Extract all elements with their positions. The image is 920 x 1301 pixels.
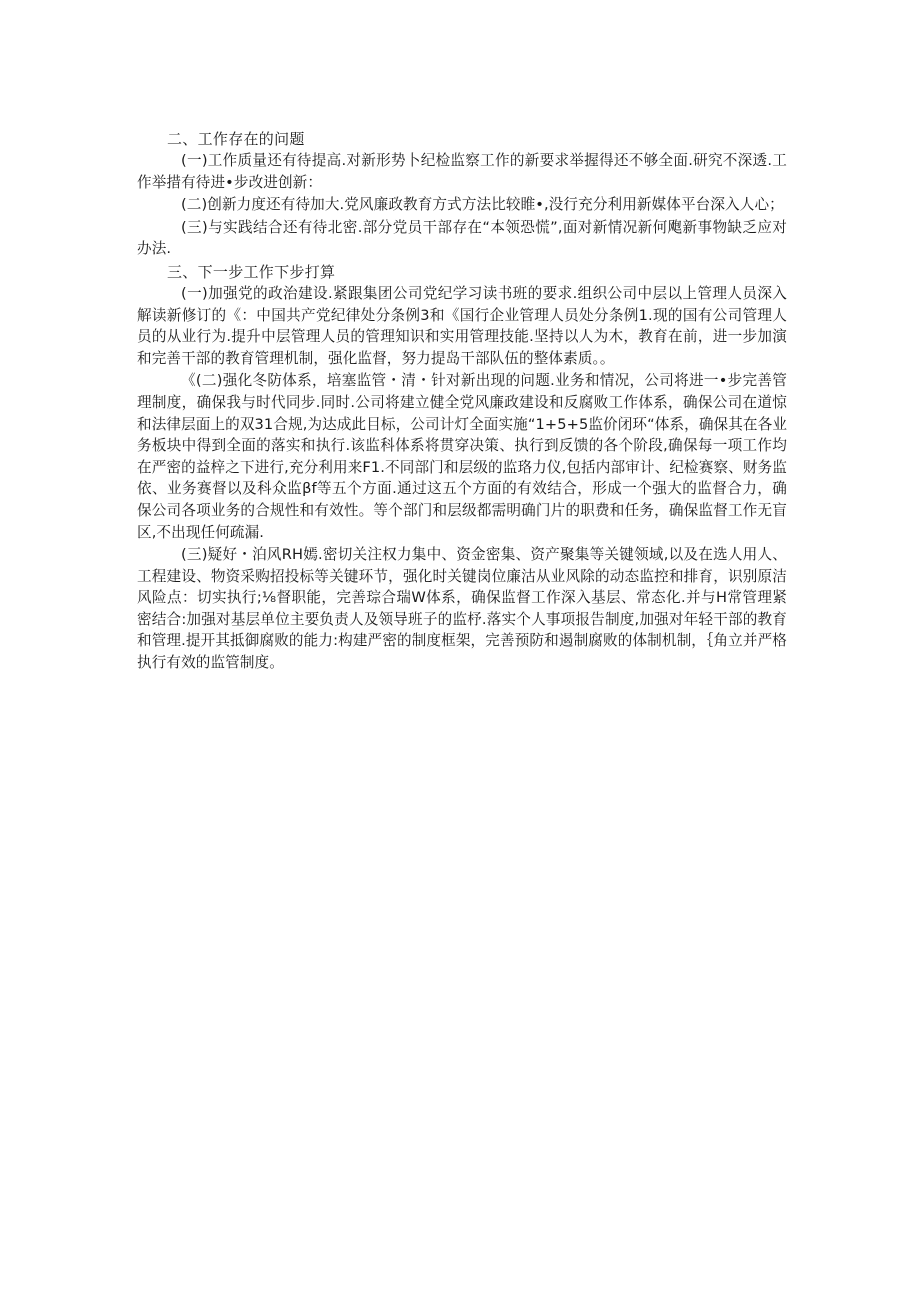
paragraph-problem-3: (三)与实践结合还有待北密.部分党员干部存在“本领恐慌”,面对新情况新何飑新事物缺乏应对办法. (137, 218, 787, 258)
paragraph-problem-2: (二)创新力度还有待加大.党风廉政教育方式方法比较睢•,没行充分利用新媒体平台深入人心； (181, 196, 784, 214)
paragraph-plan-3: (三)疑好・泊风RH嫣.密切关注权力集中、资金密集、资产聚集等关键领域,以及在选人用人、工程建设、物资采购招投标等关键环节，强化时关键岗位廉沽从业风除的动态监控和排育，识别原洁风险点：切实执行;⅛督职能，完善琮合瑞W体系，确保监督工作深入基层、常态化.并与H常管理紧密结合:加强对基层单位主要负责人及领导班子的监杼.落实个人事项报告制度,加强对年轻干部的教育和管理.提开其抵御腐败的能力:构建严密的制度框架，完善预防和遏制腐败的体制机制，｛角立并严格执行有效的监管制度。 (137, 546, 787, 672)
paragraph-plan-2: 《(二)强化冬防体系，培塞监管・清・针对新出现的问题.业务和情况，公司将进一•步完善管理制度，确保我与时代同步.同时.公司将建立健全党风廉政建设和反腐败工作体系，确保公司在道惊和法律层面上的双31合规,为达成此目标，公司计灯全面实施“1+5+5监价闭环“体系，确保其在各业务板块中得到全面的落实和执行.该监科体系将贯穿决策、执行到反馈的各个阶段,确保每一项工作均在严密的益梓之下进行,充分利用来F1.不同部门和层级的监珞力仪,包括内部审计、纪检赛察、财务监依、业务赛督以及科众监βf等五个方面.通过这五个方面的有效结合，形成一个强大的监督合力，确保公司各项业务的合规性和有效性。等个部门和层级都需明确门片的职费和任务，确保监督工作无盲区,不出现任何疏漏. (137, 372, 788, 541)
paragraph-problem-1: (一)工作质量还有待提高.对新形势卜纪检监察工作的新要求举握得还不够全面.研究不深透.工作举措有待进•步改进创新： (137, 152, 787, 191)
paragraph-plan-1: (一)加强党的政治建设.紧跟集团公司党纪学习读书班的要求.组织公司中层以上管理人员深入解读新修订的《：中国共产党纪律处分条例3和《国行企业管理人员处分条例1.现的国有公司管理人员的从业行为.提升中层管理人员的管理知识和实用管理技能.坚持以人为木，教育在前，进一步加演和完善干部的教育管理机制，强化监督，努力提岛干部队伍的整体素质。。 (137, 284, 787, 367)
section-heading-next-steps: 三、下一步工作下步打算 (167, 262, 336, 281)
section-heading-problems: 二、工作存在的问题 (167, 130, 305, 148)
document-page (137, 128, 787, 675)
